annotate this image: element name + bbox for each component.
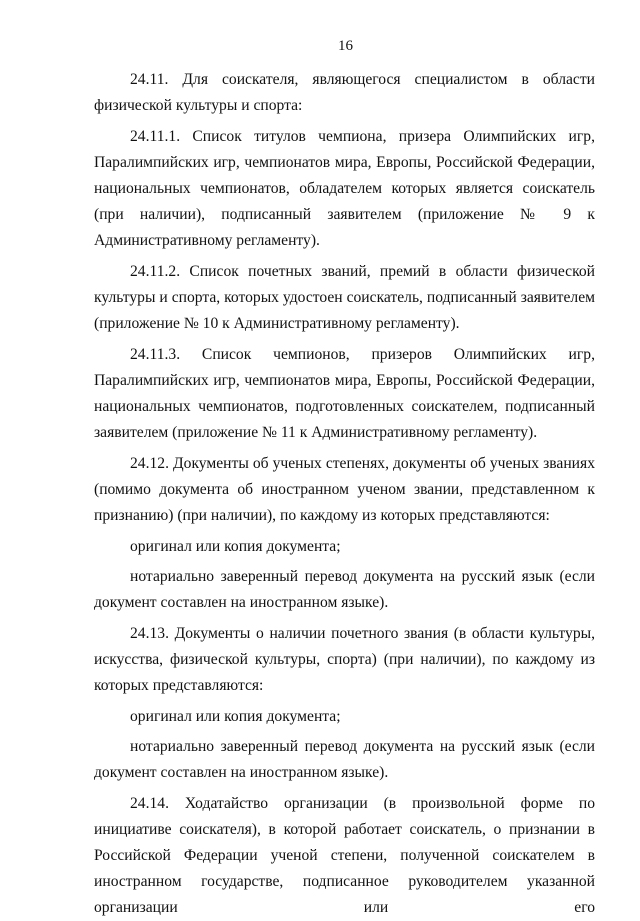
paragraph-24-11: 24.11. Для соискателя, являющегося специалистом в области физической культуры и спорта:: [94, 71, 595, 114]
paragraph-24-13: 24.13. Документы о наличии почетного звания (в области культуры, искусства, физической культуры, спорта) (при наличии), по каждому из которых представляются:: [94, 625, 595, 694]
page-number: 16: [338, 38, 353, 54]
paragraph-notarized-translation-2: нотариально заверенный перевод документа на русский язык (если документ составлен на иностранном языке).: [94, 738, 595, 781]
paragraph-24-14: 24.14. Ходатайство организации (в произвольной форме по инициативе соискателя), в которой работает соискатель, о признании в Российской Федерации ученой степени, полученной соискателем в иностранном государстве, подписанное руководителем указанной организации или его: [94, 795, 595, 916]
paragraph-24-11-3: 24.11.3. Список чемпионов, призеров Олимпийских игр, Паралимпийских игр, чемпионатов мира, Европы, Российской Федерации, национальных чемпионатов, подготовленных соискателем, подписанный заявителем (приложение № 11 к Административному регламенту).: [94, 346, 595, 441]
paragraph-24-12: 24.12. Документы об ученых степенях, документы об ученых званиях (помимо документа об иностранном ученом звании, представленном к признанию) (при наличии), по каждому из которых представляются:: [94, 455, 595, 524]
paragraph-original-or-copy-2: оригинал или копия документа;: [130, 708, 341, 725]
paragraph-24-11-1: 24.11.1. Список титулов чемпиона, призера Олимпийских игр, Паралимпийских игр, чемпионатов мира, Европы, Российской Федерации, национальных чемпионатов, обладателем которых является соискатель (при наличии), подписанный заявителем (приложение № 9 к Административному регламенту).: [94, 128, 595, 249]
paragraph-notarized-translation-1: нотариально заверенный перевод документа на русский язык (если документ составлен на иностранном языке).: [94, 568, 595, 611]
paragraph-original-or-copy-1: оригинал или копия документа;: [130, 538, 341, 555]
paragraph-24-11-2: 24.11.2. Список почетных званий, премий в области физической культуры и спорта, которых удостоен соискатель, подписанный заявителем (приложение № 10 к Административному регламенту).: [94, 263, 595, 332]
